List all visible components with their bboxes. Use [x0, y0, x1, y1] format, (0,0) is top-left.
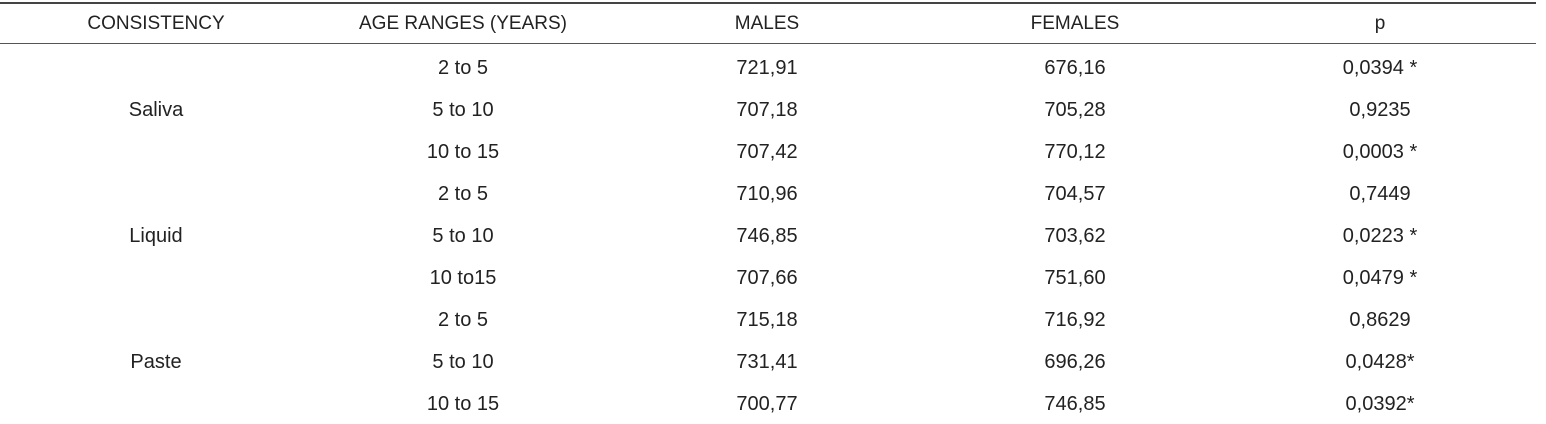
cell-females: 770,12	[1044, 141, 1106, 163]
cell-males: 707,18	[736, 99, 798, 121]
cell-males: 700,77	[736, 393, 798, 415]
cell-age: 10 to15	[429, 267, 497, 289]
group-label-paste: Paste	[130, 351, 182, 373]
cell-age: 5 to 10	[432, 99, 494, 121]
header-males: MALES	[734, 13, 800, 34]
cell-p: 0,0428*	[1345, 351, 1415, 373]
header-p: p	[1374, 13, 1386, 34]
header-consistency: CONSISTENCY	[87, 13, 225, 34]
cell-females: 716,92	[1044, 309, 1106, 331]
cell-males: 715,18	[736, 309, 798, 331]
cell-p: 0,8629	[1349, 309, 1411, 331]
table-top-rule	[0, 2, 1536, 4]
cell-males: 707,66	[736, 267, 798, 289]
cell-p: 0,0479 *	[1342, 267, 1418, 289]
cell-age: 5 to 10	[432, 225, 494, 247]
group-label-liquid: Liquid	[129, 225, 183, 247]
cell-males: 731,41	[736, 351, 798, 373]
cell-p: 0,9235	[1349, 99, 1411, 121]
cell-p: 0,0003 *	[1342, 141, 1418, 163]
cell-females: 705,28	[1044, 99, 1106, 121]
header-age-ranges: AGE RANGES (YEARS)	[359, 13, 567, 34]
cell-females: 696,26	[1044, 351, 1106, 373]
cell-males: 746,85	[736, 225, 798, 247]
cell-females: 703,62	[1044, 225, 1106, 247]
cell-males: 710,96	[736, 183, 798, 205]
header-females: FEMALES	[1030, 13, 1120, 34]
cell-females: 746,85	[1044, 393, 1106, 415]
cell-females: 676,16	[1044, 57, 1106, 79]
cell-p: 0,7449	[1349, 183, 1411, 205]
cell-age: 5 to 10	[432, 351, 494, 373]
cell-males: 721,91	[736, 57, 798, 79]
header-bottom-rule	[0, 43, 1536, 44]
cell-p: 0,0223 *	[1342, 225, 1418, 247]
group-label-saliva: Saliva	[128, 99, 184, 121]
cell-age: 2 to 5	[437, 57, 489, 79]
cell-age: 2 to 5	[437, 183, 489, 205]
cell-p: 0,0392*	[1345, 393, 1415, 415]
cell-females: 704,57	[1044, 183, 1106, 205]
cell-age: 2 to 5	[437, 309, 489, 331]
cell-age: 10 to 15	[426, 141, 500, 163]
cell-age: 10 to 15	[426, 393, 500, 415]
cell-males: 707,42	[736, 141, 798, 163]
cell-females: 751,60	[1044, 267, 1106, 289]
cell-p: 0,0394 *	[1342, 57, 1418, 79]
